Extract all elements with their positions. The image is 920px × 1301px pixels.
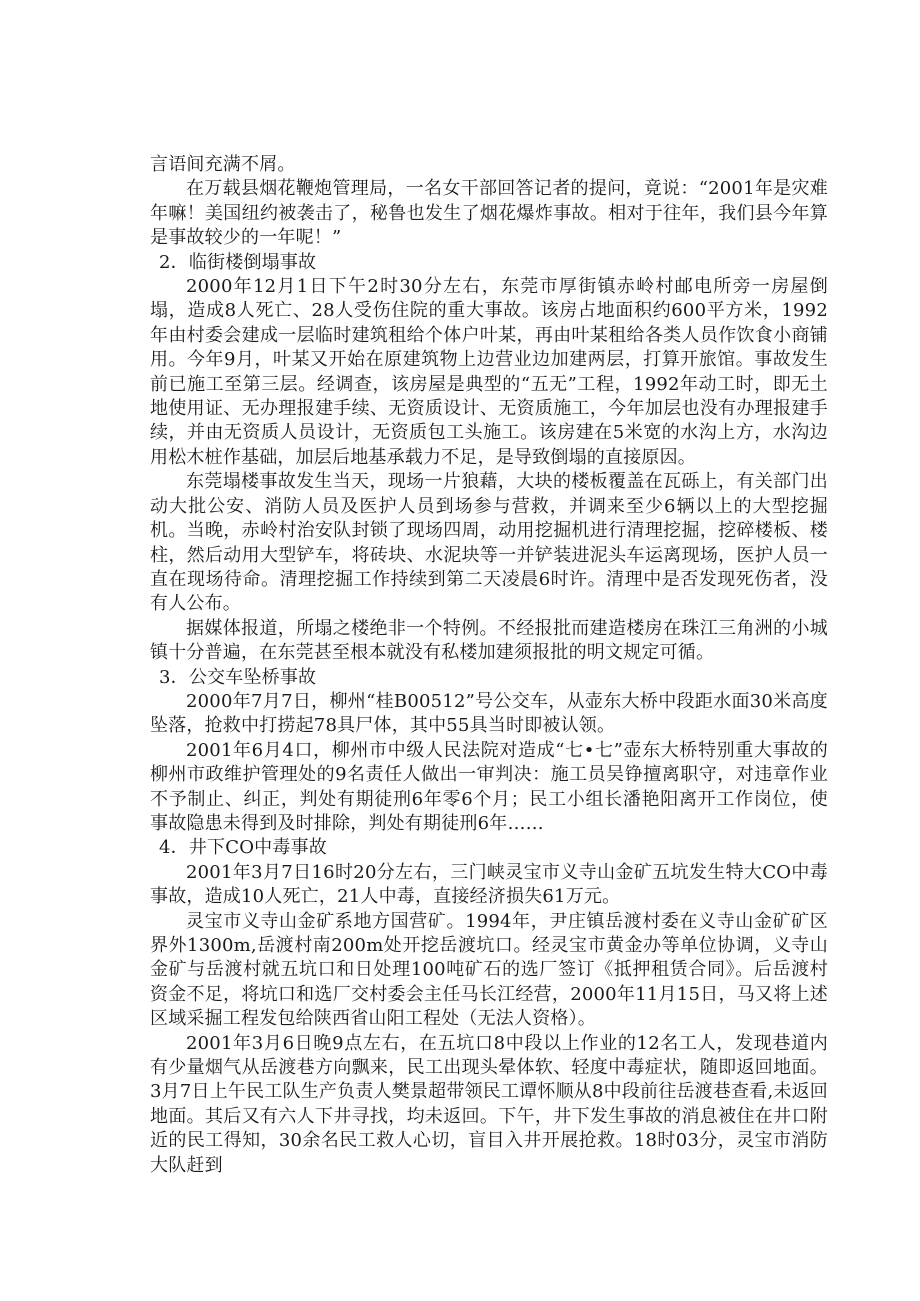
section-heading: 3．公交车坠桥事故 (159, 666, 317, 688)
paragraph: 2001年3月7日16时20分左右，三门峡灵宝市义寺山金矿五坑发生特大CO中毒事故，造成10人死亡，21人中毒，直接经济损失61万元。 (150, 861, 828, 908)
paragraph: 2001年6月4口，柳州市中级人民法院对造成“七•七”壶东大桥特别重大事故的柳州市政维护管理处的9名责任人做出一审判决：施工员吴铮擅离职守，对违章作业不予制止、纠正，判处有期徒刑6年零6个月；民工小组长潘艳阳离开工作岗位，使事故隐患未得到及时排除，判处有期徒刑6年…… (150, 739, 828, 834)
document-body (150, 153, 828, 1178)
paragraph: 灵宝市义寺山金矿系地方国营矿。1994年，尹庄镇岳渡村委在义寺山金矿矿区界外1300m,岳渡村南200m处开挖岳渡坑口。经灵宝市黄金办等单位协调，义寺山金矿与岳渡村就五坑口和日处理100吨矿石的选厂签订《抵押租赁合同》。后岳渡村资金不足，将坑口和选厂交村委会主任马长江经营，2000年11月15日，马又将上述区域采掘工程发包给陕西省山阳工程处（无法人资格）。 (150, 910, 828, 1030)
paragraph: 2001年3月6日晚9点左右，在五坑口8中段以上作业的12名工人，发现巷道内有少量烟气从岳渡巷方向飘来，民工出现头晕体软、轻度中毒症状，随即返回地面。3月7日上午民工队生产负责人樊景超带领民工谭怀顺从8中段前往岳渡巷查看,未返回地面。其后又有六人下井寻找，均未返回。下午，井下发生事故的消息被住在井口附近的民工得知，30余名民工救人心切，盲目入井开展抢救。18时03分，灵宝市消防大队赶到 (150, 1032, 828, 1176)
paragraph: 2000年7月7日，柳州“桂B00512”号公交车，从壶东大桥中段距水面30米高度坠落，抢救中打捞起78具尸体，其中55具当时即被认领。 (150, 690, 828, 737)
section-heading: 2．临街楼倒塌事故 (159, 251, 317, 273)
paragraph: 2000年12月1日下午2时30分左右，东莞市厚街镇赤岭村邮电所旁一房屋倒塌，造成8人死亡、28人受伤住院的重大事故。该房占地面积约600平方米，1992年由村委会建成一层临时建筑租给个体户叶某，再由叶某租给各类人员作饮食小商铺用。今年9月，叶某又开始在原建筑物上边营业边加建两层，打算开旅馆。事故发生前已施工至第三层。经调查，该房屋是典型的“五无”工程，1992年动工时，即无土地使用证、无办理报建手续、无资质设计、无资质施工，今年加层也没有办理报建手续，并由无资质人员设计，无资质包工头施工。该房建在5米宽的水沟上方，水沟边用松木桩作基础，加层后地基承载力不足，是导致倒塌的直接原因。 (150, 276, 828, 468)
paragraph: 据媒体报道，所塌之楼绝非一个特例。不经报批而建造楼房在珠江三角洲的小城镇十分普遍，在东莞甚至根本就没有私楼加建须报批的明文规定可循。 (150, 617, 828, 664)
paragraph: 言语间充满不屑。 (150, 154, 296, 175)
paragraph: 在万载县烟花鞭炮管理局，一名女干部回答记者的提问，竟说：“2001年是灾难年嘛！美国纽约被袭击了，秘鲁也发生了烟花爆炸事故。相对于往年，我们县今年算是事故较少的一年呢！” (150, 178, 828, 249)
section-heading: 4．井下CO中毒事故 (159, 837, 327, 859)
paragraph: 东莞塌楼事故发生当天，现场一片狼藉，大块的楼板覆盖在瓦砾上，有关部门出动大批公安、消防人员及医护人员到场参与营救，并调来至少6辆以上的大型挖掘机。当晚，赤岭村治安队封锁了现场四周，动用挖掘机进行清理挖掘，挖碎楼板、楼柱，然后动用大型铲车，将砖块、水泥块等一并铲装进泥头车运离现场，医护人员一直在现场待命。清理挖掘工作持续到第二天凌晨6时许。清理中是否发现死伤者，没有人公布。 (150, 471, 828, 615)
